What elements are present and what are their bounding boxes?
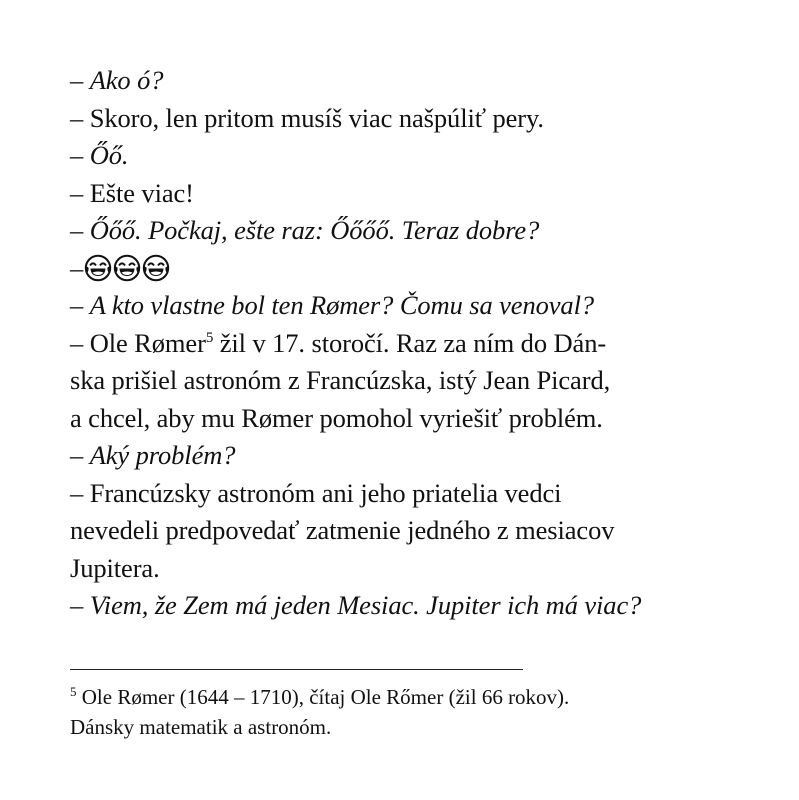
dash: – [70, 65, 90, 95]
dialogue-line [70, 362, 742, 400]
line-text: žil v 17. storočí. Raz za ním do Dán- [213, 327, 607, 358]
dialogue-line [70, 512, 742, 550]
footnote-line [70, 682, 750, 712]
dialogue-line [70, 175, 742, 213]
footnote-text: Ole Rømer (1644 – 1710), čítaj Ole Rőmer (žil 66 rokov). [76, 685, 570, 709]
line-text: Ako ó? [89, 65, 164, 95]
laughing-face-icon [113, 254, 141, 282]
dialogue-line [70, 587, 742, 625]
dash: – [70, 590, 90, 620]
laughing-face-icon [142, 254, 170, 282]
dash: – [70, 252, 84, 283]
dialogue-text [70, 62, 742, 625]
line-text: ska prišiel astronóm z Francúzska, istý Jean Picard, [70, 365, 611, 395]
footnote-reference[interactable]: 5 [205, 329, 214, 346]
line-text: Aký problém? [89, 440, 236, 470]
footnote [70, 682, 750, 742]
dialogue-line [70, 400, 742, 438]
footnote-divider [70, 669, 523, 670]
footnote-line: Dánsky matematik a astronóm. [70, 715, 332, 739]
line-text: Ole Rømer [89, 327, 206, 358]
line-text: nevedeli predpovedať zatmenie jedného z mesiacov [70, 515, 615, 545]
line-text: Viem, že Zem má jeden Mesiac. Jupiter ich má viac? [89, 590, 642, 620]
dialogue-line [70, 100, 742, 138]
dialogue-line [70, 475, 742, 513]
dash: – [70, 102, 90, 133]
line-text: a chcel, aby mu Rømer pomohol vyriešiť problém. [70, 402, 603, 433]
line-text: Skoro, len pritom musíš viac našpúliť pery. [89, 102, 544, 133]
dialogue-line [70, 550, 742, 588]
line-text: Őő. [89, 140, 129, 170]
line-text: Francúzsky astronóm ani jeho priatelia vedci [89, 477, 562, 508]
line-text: Jupitera. [70, 552, 160, 583]
dash: – [70, 215, 90, 245]
dash: – [70, 290, 90, 320]
dash: – [70, 327, 90, 358]
dialogue-line [70, 437, 742, 475]
line-text: Őőő. Počkaj, ešte raz: Őőőő. Teraz dobre? [89, 215, 540, 245]
dialogue-line [70, 62, 742, 100]
dialogue-line [70, 137, 742, 175]
dialogue-line-emoji [70, 250, 742, 288]
laughing-face-icon [84, 254, 112, 282]
emoji-group [84, 254, 170, 282]
dash: – [70, 440, 90, 470]
dash: – [70, 477, 90, 508]
line-text: A kto vlastne bol ten Rømer? Čomu sa venoval? [89, 290, 594, 320]
footnote-mark: 5 [70, 684, 77, 699]
dialogue-line [70, 287, 742, 325]
dash: – [70, 177, 90, 208]
line-text: Ešte viac! [89, 177, 194, 208]
dialogue-line [70, 325, 742, 363]
dialogue-line [70, 212, 742, 250]
dash: – [70, 140, 90, 170]
